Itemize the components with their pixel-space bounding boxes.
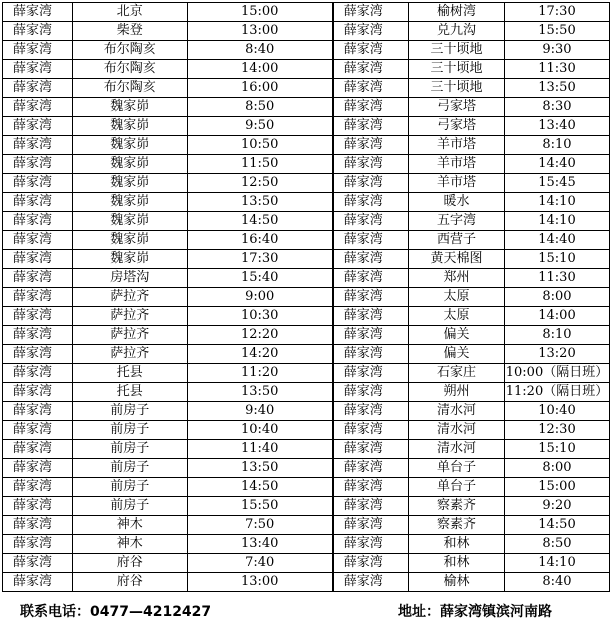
table-row — [3, 478, 610, 497]
destination-right: 三十顷地 — [409, 60, 505, 79]
departure-time-left: 12:20 — [187, 326, 333, 345]
origin-left: 薛家湾 — [3, 3, 73, 22]
destination-right: 榆林 — [409, 573, 505, 592]
departure-time-right: 8:10 — [504, 326, 609, 345]
destination-left: 魏家峁 — [72, 212, 187, 231]
origin-right: 薛家湾 — [333, 554, 409, 573]
table-row — [3, 231, 610, 250]
destination-right: 清水河 — [409, 440, 505, 459]
origin-left: 薛家湾 — [3, 573, 73, 592]
departure-time-left: 13:50 — [187, 383, 333, 402]
origin-right: 薛家湾 — [333, 288, 409, 307]
departure-time-left: 7:50 — [187, 516, 333, 535]
origin-left: 薛家湾 — [3, 22, 73, 41]
departure-time-right: 8:30 — [504, 98, 609, 117]
destination-right: 郑州 — [409, 269, 505, 288]
departure-time-left: 10:40 — [187, 421, 333, 440]
destination-right: 和林 — [409, 554, 505, 573]
destination-right: 弓家塔 — [409, 98, 505, 117]
table-row — [3, 440, 610, 459]
table-row — [3, 22, 610, 41]
destination-left: 魏家峁 — [72, 117, 187, 136]
destination-right: 羊市塔 — [409, 136, 505, 155]
departure-time-right: 14:10 — [504, 554, 609, 573]
departure-time-right: 15:10 — [504, 250, 609, 269]
origin-right: 薛家湾 — [333, 497, 409, 516]
table-row — [3, 269, 610, 288]
departure-time-right: 12:30 — [504, 421, 609, 440]
origin-right: 薛家湾 — [333, 98, 409, 117]
origin-right: 薛家湾 — [333, 231, 409, 250]
origin-left: 薛家湾 — [3, 60, 73, 79]
table-row — [3, 345, 610, 364]
destination-right: 朔州 — [409, 383, 505, 402]
destination-right: 羊市塔 — [409, 174, 505, 193]
departure-time-left: 16:00 — [187, 79, 333, 98]
departure-time-left: 10:30 — [187, 307, 333, 326]
destination-right: 清水河 — [409, 402, 505, 421]
origin-right: 薛家湾 — [333, 459, 409, 478]
origin-left: 薛家湾 — [3, 440, 73, 459]
table-row — [3, 573, 610, 592]
table-row — [3, 79, 610, 98]
table-row — [3, 174, 610, 193]
destination-left: 魏家峁 — [72, 250, 187, 269]
destination-left: 前房子 — [72, 478, 187, 497]
origin-left: 薛家湾 — [3, 459, 73, 478]
destination-left: 萨拉齐 — [72, 345, 187, 364]
origin-right: 薛家湾 — [333, 155, 409, 174]
destination-left: 府谷 — [72, 554, 187, 573]
table-row — [3, 383, 610, 402]
destination-right: 偏关 — [409, 326, 505, 345]
table-row — [3, 117, 610, 136]
destination-left: 北京 — [72, 3, 187, 22]
origin-right: 薛家湾 — [333, 269, 409, 288]
address: 地址：薛家湾镇滨河南路 — [398, 604, 552, 620]
departure-time-left: 11:20 — [187, 364, 333, 383]
departure-time-right: 14:10 — [504, 212, 609, 231]
destination-left: 萨拉齐 — [72, 307, 187, 326]
table-row — [3, 155, 610, 174]
destination-right: 和林 — [409, 535, 505, 554]
destination-left: 托县 — [72, 364, 187, 383]
departure-time-right: 14:50 — [504, 516, 609, 535]
departure-time-left: 13:40 — [187, 535, 333, 554]
table-row — [3, 402, 610, 421]
destination-left: 魏家峁 — [72, 231, 187, 250]
destination-left: 前房子 — [72, 421, 187, 440]
departure-time-right: 14:40 — [504, 231, 609, 250]
destination-right: 暖水 — [409, 193, 505, 212]
origin-right: 薛家湾 — [333, 440, 409, 459]
destination-right: 三十顷地 — [409, 41, 505, 60]
origin-left: 薛家湾 — [3, 345, 73, 364]
table-row — [3, 250, 610, 269]
destination-left: 布尔陶亥 — [72, 60, 187, 79]
destination-left: 前房子 — [72, 459, 187, 478]
destination-left: 布尔陶亥 — [72, 41, 187, 60]
origin-left: 薛家湾 — [3, 421, 73, 440]
origin-left: 薛家湾 — [3, 516, 73, 535]
origin-right: 薛家湾 — [333, 326, 409, 345]
destination-left: 萨拉齐 — [72, 288, 187, 307]
departure-time-left: 8:40 — [187, 41, 333, 60]
departure-time-left: 8:50 — [187, 98, 333, 117]
origin-left: 薛家湾 — [3, 307, 73, 326]
table-row — [3, 364, 610, 383]
origin-left: 薛家湾 — [3, 269, 73, 288]
departure-time-left: 13:00 — [187, 573, 333, 592]
destination-right: 察素齐 — [409, 516, 505, 535]
destination-left: 神木 — [72, 516, 187, 535]
table-row — [3, 421, 610, 440]
origin-left: 薛家湾 — [3, 212, 73, 231]
table-row — [3, 60, 610, 79]
destination-left: 魏家峁 — [72, 193, 187, 212]
destination-right: 弓家塔 — [409, 117, 505, 136]
departure-time-right: 15:00 — [504, 478, 609, 497]
origin-right: 薛家湾 — [333, 250, 409, 269]
departure-time-right: 8:00 — [504, 288, 609, 307]
departure-time-left: 15:40 — [187, 269, 333, 288]
departure-time-left: 14:20 — [187, 345, 333, 364]
origin-right: 薛家湾 — [333, 307, 409, 326]
table-row — [3, 193, 610, 212]
origin-right: 薛家湾 — [333, 136, 409, 155]
destination-right: 五字湾 — [409, 212, 505, 231]
destination-right: 西营子 — [409, 231, 505, 250]
departure-time-right: 14:10 — [504, 193, 609, 212]
departure-time-right: 15:10 — [504, 440, 609, 459]
destination-right: 单台子 — [409, 478, 505, 497]
departure-time-left: 15:00 — [187, 3, 333, 22]
origin-left: 薛家湾 — [3, 117, 73, 136]
table-row — [3, 41, 610, 60]
destination-left: 魏家峁 — [72, 155, 187, 174]
departure-time-right: 8:10 — [504, 136, 609, 155]
departure-time-right: 15:45 — [504, 174, 609, 193]
destination-left: 房塔沟 — [72, 269, 187, 288]
destination-left: 前房子 — [72, 440, 187, 459]
origin-right: 薛家湾 — [333, 22, 409, 41]
destination-right: 榆树湾 — [409, 3, 505, 22]
departure-time-right: 15:50 — [504, 22, 609, 41]
origin-right: 薛家湾 — [333, 516, 409, 535]
departure-time-left: 13:50 — [187, 459, 333, 478]
origin-left: 薛家湾 — [3, 497, 73, 516]
departure-time-right: 14:40 — [504, 155, 609, 174]
departure-time-left: 17:30 — [187, 250, 333, 269]
origin-right: 薛家湾 — [333, 478, 409, 497]
origin-left: 薛家湾 — [3, 250, 73, 269]
table-row — [3, 136, 610, 155]
origin-right: 薛家湾 — [333, 79, 409, 98]
departure-time-right: 11:20（隔日班） — [504, 383, 609, 402]
departure-time-left: 7:40 — [187, 554, 333, 573]
table-row — [3, 98, 610, 117]
origin-left: 薛家湾 — [3, 554, 73, 573]
origin-left: 薛家湾 — [3, 535, 73, 554]
destination-right: 清水河 — [409, 421, 505, 440]
destination-left: 柴登 — [72, 22, 187, 41]
origin-right: 薛家湾 — [333, 345, 409, 364]
origin-left: 薛家湾 — [3, 383, 73, 402]
table-row — [3, 212, 610, 231]
departure-time-right: 9:20 — [504, 497, 609, 516]
destination-left: 魏家峁 — [72, 136, 187, 155]
departure-time-left: 13:00 — [187, 22, 333, 41]
table-row — [3, 516, 610, 535]
origin-right: 薛家湾 — [333, 60, 409, 79]
table-row — [3, 497, 610, 516]
departure-time-left: 9:50 — [187, 117, 333, 136]
departure-time-left: 13:50 — [187, 193, 333, 212]
contact-phone: 联系电话：0477—4212427 — [20, 604, 212, 620]
destination-left: 布尔陶亥 — [72, 79, 187, 98]
departure-time-left: 14:50 — [187, 478, 333, 497]
departure-time-left: 12:50 — [187, 174, 333, 193]
table-row — [3, 288, 610, 307]
departure-time-right: 11:30 — [504, 60, 609, 79]
table-row — [3, 326, 610, 345]
destination-right: 察素齐 — [409, 497, 505, 516]
destination-right: 太原 — [409, 307, 505, 326]
departure-time-left: 16:40 — [187, 231, 333, 250]
origin-left: 薛家湾 — [3, 98, 73, 117]
departure-time-left: 14:50 — [187, 212, 333, 231]
origin-right: 薛家湾 — [333, 421, 409, 440]
departure-time-right: 8:50 — [504, 535, 609, 554]
origin-right: 薛家湾 — [333, 364, 409, 383]
destination-left: 前房子 — [72, 402, 187, 421]
origin-right: 薛家湾 — [333, 41, 409, 60]
departure-time-right: 11:30 — [504, 269, 609, 288]
departure-time-right: 17:30 — [504, 3, 609, 22]
departure-time-left: 9:00 — [187, 288, 333, 307]
origin-right: 薛家湾 — [333, 193, 409, 212]
table-row — [3, 459, 610, 478]
origin-left: 薛家湾 — [3, 478, 73, 497]
footer — [0, 600, 610, 622]
destination-left: 前房子 — [72, 497, 187, 516]
origin-right: 薛家湾 — [333, 174, 409, 193]
departure-time-right: 9:30 — [504, 41, 609, 60]
origin-left: 薛家湾 — [3, 79, 73, 98]
origin-right: 薛家湾 — [333, 383, 409, 402]
table-row — [3, 554, 610, 573]
origin-right: 薛家湾 — [333, 573, 409, 592]
destination-right: 三十顷地 — [409, 79, 505, 98]
destination-right: 单台子 — [409, 459, 505, 478]
departure-time-left: 15:50 — [187, 497, 333, 516]
origin-right: 薛家湾 — [333, 117, 409, 136]
departure-time-right: 8:00 — [504, 459, 609, 478]
destination-right: 石家庄 — [409, 364, 505, 383]
bus-schedule-table — [2, 2, 610, 592]
destination-left: 萨拉齐 — [72, 326, 187, 345]
destination-left: 府谷 — [72, 573, 187, 592]
table-row — [3, 535, 610, 554]
departure-time-right: 14:00 — [504, 307, 609, 326]
table-row — [3, 3, 610, 22]
destination-right: 偏关 — [409, 345, 505, 364]
schedule-body — [3, 3, 610, 592]
origin-right: 薛家湾 — [333, 535, 409, 554]
departure-time-right: 13:40 — [504, 117, 609, 136]
origin-left: 薛家湾 — [3, 193, 73, 212]
origin-left: 薛家湾 — [3, 136, 73, 155]
departure-time-right: 13:20 — [504, 345, 609, 364]
departure-time-left: 14:00 — [187, 60, 333, 79]
departure-time-right: 10:00（隔日班） — [504, 364, 609, 383]
destination-right: 兑九沟 — [409, 22, 505, 41]
origin-left: 薛家湾 — [3, 326, 73, 345]
origin-left: 薛家湾 — [3, 288, 73, 307]
destination-right: 羊市塔 — [409, 155, 505, 174]
departure-time-left: 9:40 — [187, 402, 333, 421]
origin-left: 薛家湾 — [3, 155, 73, 174]
destination-left: 托县 — [72, 383, 187, 402]
departure-time-left: 10:50 — [187, 136, 333, 155]
destination-left: 魏家峁 — [72, 174, 187, 193]
origin-right: 薛家湾 — [333, 212, 409, 231]
origin-left: 薛家湾 — [3, 41, 73, 60]
destination-left: 神木 — [72, 535, 187, 554]
destination-right: 黄天棉图 — [409, 250, 505, 269]
departure-time-left: 11:40 — [187, 440, 333, 459]
destination-right: 太原 — [409, 288, 505, 307]
origin-right: 薛家湾 — [333, 3, 409, 22]
origin-right: 薛家湾 — [333, 402, 409, 421]
origin-left: 薛家湾 — [3, 231, 73, 250]
departure-time-right: 13:50 — [504, 79, 609, 98]
departure-time-right: 10:40 — [504, 402, 609, 421]
origin-left: 薛家湾 — [3, 174, 73, 193]
origin-left: 薛家湾 — [3, 402, 73, 421]
departure-time-right: 8:40 — [504, 573, 609, 592]
destination-left: 魏家峁 — [72, 98, 187, 117]
departure-time-left: 11:50 — [187, 155, 333, 174]
origin-left: 薛家湾 — [3, 364, 73, 383]
table-row — [3, 307, 610, 326]
